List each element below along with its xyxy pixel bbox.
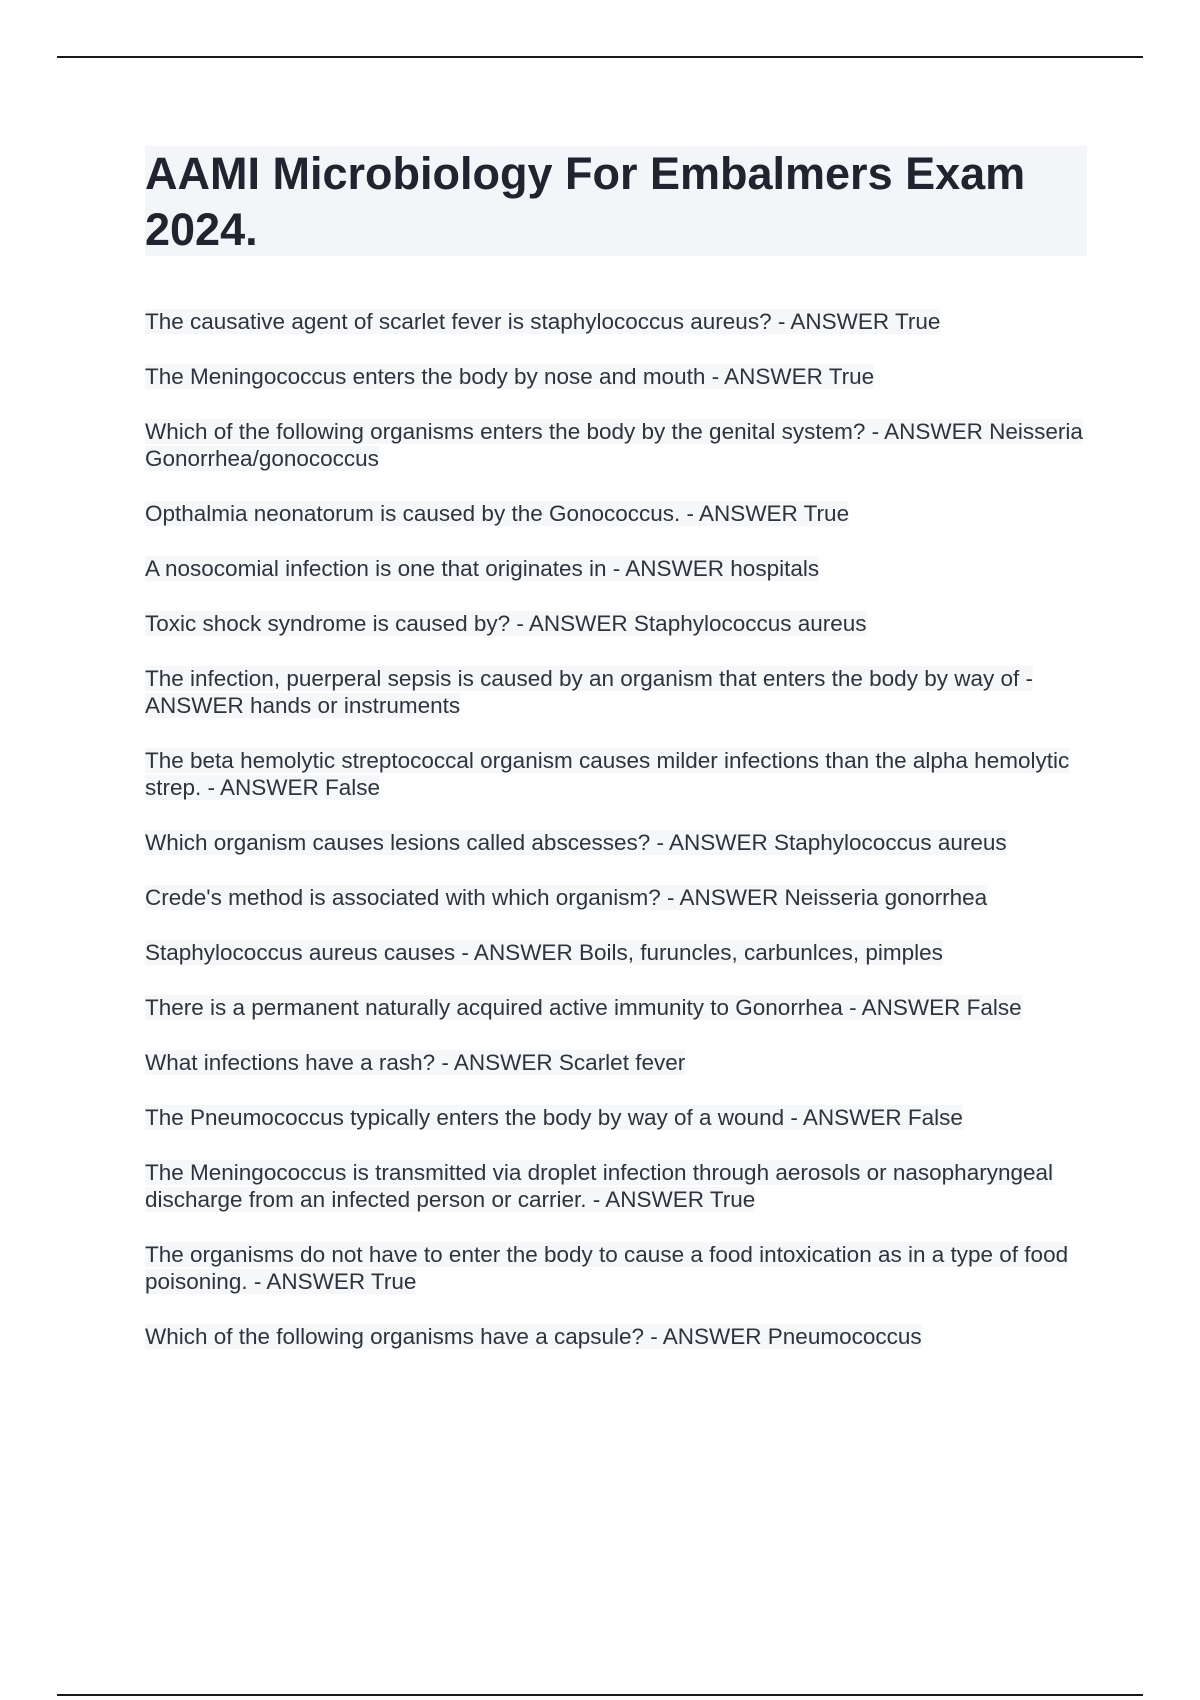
qa-text: The Pneumococcus typically enters the body by way of a wound - ANSWER False — [145, 1105, 963, 1130]
bottom-rule — [57, 1694, 1143, 1696]
qa-item — [145, 994, 1095, 1021]
qa-item — [145, 829, 1095, 856]
qa-item — [145, 610, 1095, 637]
qa-text: Which of the following organisms enters the body by the genital system? - ANSWER Neisseria Gonorrhea/gonococcus — [145, 419, 1083, 471]
qa-item — [145, 939, 1095, 966]
qa-text: There is a permanent naturally acquired active immunity to Gonorrhea - ANSWER False — [145, 995, 1022, 1020]
qa-item — [145, 1104, 1095, 1131]
qa-text: The infection, puerperal sepsis is caused by an organism that enters the body by way of - ANSWER hands or instruments — [145, 666, 1033, 718]
qa-item — [145, 1241, 1095, 1295]
question-answer-list — [145, 308, 1095, 1378]
top-rule — [57, 56, 1143, 58]
qa-item — [145, 1159, 1095, 1213]
qa-text: Opthalmia neonatorum is caused by the Gonococcus. - ANSWER True — [145, 501, 850, 526]
qa-text: Toxic shock syndrome is caused by? - ANSWER Staphylococcus aureus — [145, 611, 867, 636]
qa-item — [145, 747, 1095, 801]
qa-text: Which organism causes lesions called abscesses? - ANSWER Staphylococcus aureus — [145, 830, 1007, 855]
qa-text: The beta hemolytic streptococcal organism causes milder infections than the alpha hemolytic strep. - ANSWER False — [145, 748, 1070, 800]
qa-text: The organisms do not have to enter the body to cause a food intoxication as in a type of food poisoning. - ANSWER True — [145, 1242, 1069, 1294]
qa-item — [145, 665, 1095, 719]
qa-item — [145, 884, 1095, 911]
qa-item — [145, 555, 1095, 582]
qa-text: A nosocomial infection is one that originates in - ANSWER hospitals — [145, 556, 820, 581]
qa-text: What infections have a rash? - ANSWER Scarlet fever — [145, 1050, 686, 1075]
qa-item — [145, 308, 1095, 335]
title-block — [145, 146, 1087, 256]
qa-item — [145, 1323, 1095, 1350]
page-title: AAMI Microbiology For Embalmers Exam 2024. — [145, 148, 1026, 255]
qa-text: Which of the following organisms have a capsule? - ANSWER Pneumococcus — [145, 1324, 922, 1349]
qa-text: The causative agent of scarlet fever is staphylococcus aureus? - ANSWER True — [145, 309, 941, 334]
qa-item — [145, 500, 1095, 527]
qa-text: The Meningococcus is transmitted via droplet infection through aerosols or nasopharyngeal discharge from an infected person or carrier. - ANSWER True — [145, 1160, 1054, 1212]
qa-text: The Meningococcus enters the body by nose and mouth - ANSWER True — [145, 364, 875, 389]
qa-item — [145, 1049, 1095, 1076]
qa-text: Crede's method is associated with which organism? - ANSWER Neisseria gonorrhea — [145, 885, 988, 910]
qa-text: Staphylococcus aureus causes - ANSWER Boils, furuncles, carbunlces, pimples — [145, 940, 943, 965]
qa-item — [145, 363, 1095, 390]
qa-item — [145, 418, 1095, 472]
